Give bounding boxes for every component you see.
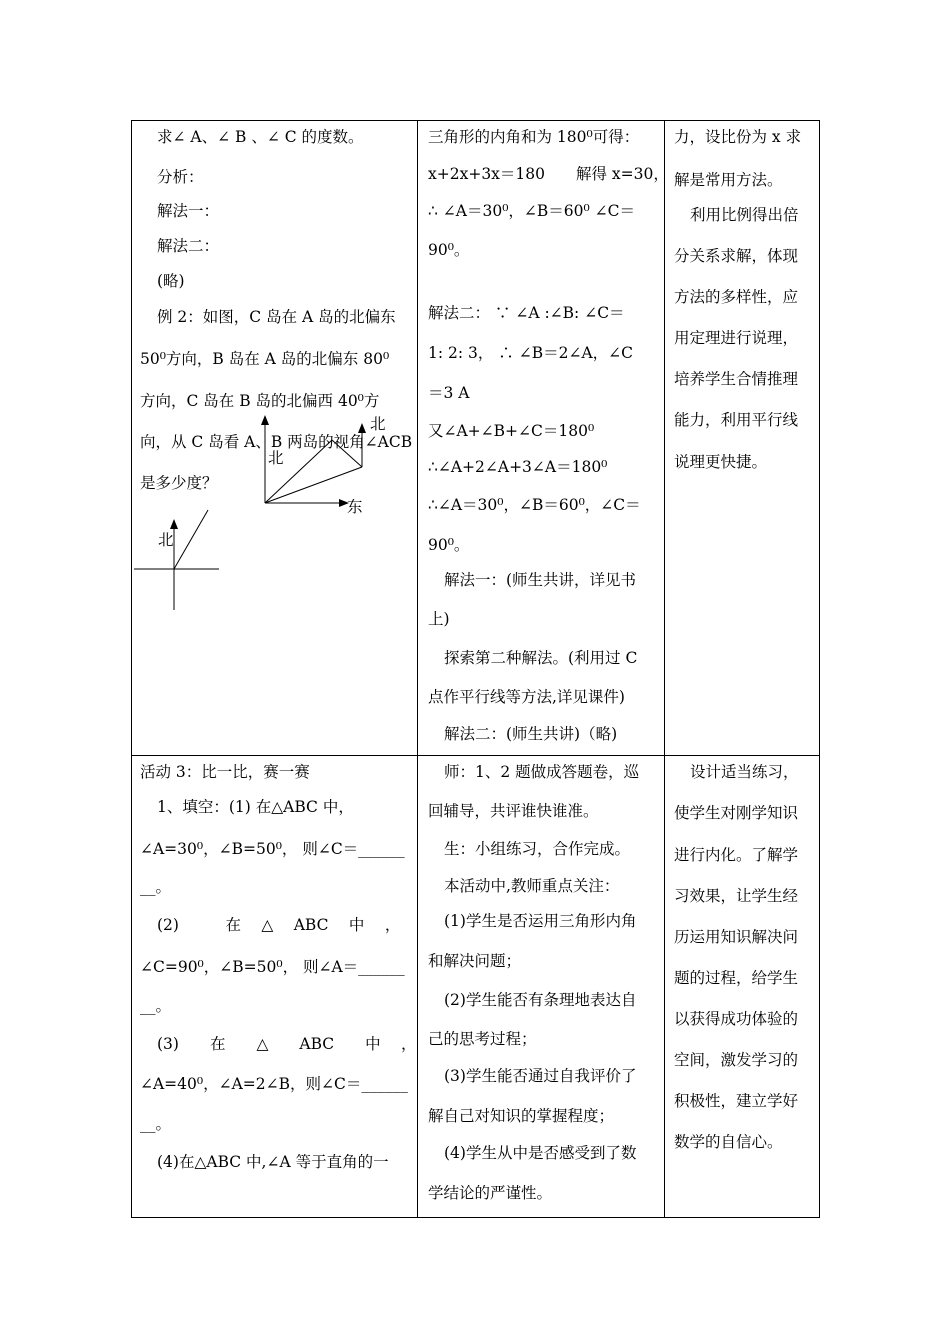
exercise-text: ∠C=90⁰，∠B=50⁰， 则∠A＝______ xyxy=(140,958,405,976)
design-note: 数学的自信心。 xyxy=(674,1133,783,1151)
solution-text: 解法二：(师生共讲)（略) xyxy=(444,725,618,743)
teacher-activity: (4)学生从中是否感受到了数 xyxy=(444,1144,637,1162)
exercise-text: ∠A=40⁰，∠A=2∠B，则∠C＝______ xyxy=(140,1075,408,1093)
teacher-activity: (2)学生能否有条理地表达自 xyxy=(444,991,637,1009)
solution-text: ∴ ∠A＝30⁰，∠B＝60⁰ ∠C＝ xyxy=(428,202,635,220)
design-note: 空间，激发学习的 xyxy=(674,1051,799,1069)
example-2-text: 是多少度？ xyxy=(140,474,218,492)
north-label: 北 xyxy=(370,415,386,433)
solution-text: 90⁰。 xyxy=(428,241,470,259)
analysis-label: 分析： xyxy=(157,168,204,186)
solution-text: 三角形的内角和为 180⁰可得： xyxy=(428,128,640,146)
solution-text: ∴∠A＝30⁰，∠B＝60⁰，∠C＝ xyxy=(428,496,641,514)
solution-text: ＝3 A xyxy=(428,384,470,402)
exercise-text: __。 xyxy=(140,1115,172,1133)
north-arrow-icon xyxy=(170,519,178,529)
design-note: 力，设比份为 x 求 xyxy=(674,128,802,146)
example-2-text: 50⁰方向，B 岛在 A 岛的北偏东 80⁰ xyxy=(140,350,390,368)
exercise-text: __。 xyxy=(140,878,172,896)
example-2-text: 例 2：如图，C 岛在 A 岛的北偏东 xyxy=(157,308,396,326)
design-note: 能力，利用平行线 xyxy=(674,411,799,429)
design-note: 以获得成功体验的 xyxy=(674,1010,799,1028)
design-note: 历运用知识解决问 xyxy=(674,928,799,946)
table-border-top xyxy=(131,120,820,121)
design-note: 说理更快捷。 xyxy=(674,453,768,471)
design-note: 分关系求解，体现 xyxy=(674,247,799,265)
design-note: 进行内化。了解学 xyxy=(674,846,799,864)
column-divider-2 xyxy=(664,120,665,1218)
teacher-activity: 回辅导，共评谁快谁准。 xyxy=(428,802,599,820)
exercise-text: (3) 在 △ ABC 中 ， xyxy=(157,1035,417,1053)
teacher-activity: 生：小组练习，合作完成。 xyxy=(444,840,631,858)
solution-text: 解法二： ∵ ∠A :∠B: ∠C＝ xyxy=(428,304,625,322)
exercise-text: ∠A=30⁰，∠B=50⁰， 则∠C＝______ xyxy=(140,840,405,858)
solution-text: 1: 2: 3， ∴ ∠B＝2∠A，∠C xyxy=(428,344,634,362)
line-c-to-b xyxy=(332,440,362,467)
north-arrow-icon xyxy=(358,423,366,433)
column-divider-1 xyxy=(417,120,418,1218)
teacher-activity: 本活动中,教师重点关注： xyxy=(444,877,620,895)
solution-text: 又∠A+∠B+∠C＝180⁰ xyxy=(428,422,595,440)
design-note: 使学生对刚学知识 xyxy=(674,804,799,822)
design-note: 方法的多样性，应 xyxy=(674,288,799,306)
teacher-activity: 和解决问题； xyxy=(428,952,522,970)
question-text: 求∠ A、∠ B 、∠ C 的度数。 xyxy=(157,128,364,146)
design-note: 利用比例得出倍 xyxy=(690,206,799,224)
north-label: 北 xyxy=(158,531,174,549)
design-note: 积极性，建立学好 xyxy=(674,1092,799,1110)
method-one-label: 解法一： xyxy=(157,202,220,220)
teacher-activity: (3)学生能否通过自我评价了 xyxy=(444,1067,637,1085)
design-note: 解是常用方法。 xyxy=(674,171,783,189)
design-note: 培养学生合情推理 xyxy=(674,370,799,388)
north-label: 北 xyxy=(268,449,284,467)
east-label: 东 xyxy=(347,498,363,516)
bearing-line xyxy=(174,510,208,569)
solution-text: 解法一：(师生共讲，详见书 xyxy=(444,571,637,589)
example-2-text: 方向，C 岛在 B 岛的北偏西 40⁰方 xyxy=(140,392,380,410)
teacher-activity: (1)学生是否运用三角形内角 xyxy=(444,912,637,930)
teacher-activity: 学结论的严谨性。 xyxy=(428,1184,553,1202)
table-border-left xyxy=(131,120,132,1218)
solution-text: x+2x+3x＝180 解得 x=30， xyxy=(428,165,669,183)
exercise-text: 1、填空：(1) 在△ABC 中， xyxy=(157,798,354,816)
solution-text: 上) xyxy=(428,610,450,628)
exercise-text: (4)在△ABC 中,∠A 等于直角的一 xyxy=(157,1153,389,1171)
method-two-label: 解法二： xyxy=(157,237,220,255)
design-note: 用定理进行说理， xyxy=(674,329,799,347)
solution-text: 90⁰。 xyxy=(428,536,470,554)
example-2-text: 向，从 C 岛看 A、B 两岛的视角∠ACB xyxy=(140,433,413,451)
exercise-text: (2) 在 △ ABC 中 ， xyxy=(157,916,401,934)
solution-text: ∴∠A+2∠A+3∠A＝180⁰ xyxy=(428,458,608,476)
solution-text: 探索第二种解法。(利用过 C xyxy=(444,649,638,667)
row-divider xyxy=(131,755,820,756)
omitted-note: (略) xyxy=(157,272,185,290)
solution-text: 点作平行线等方法,详见课件) xyxy=(428,688,625,706)
table-border-right xyxy=(819,120,820,1218)
design-note: 设计适当练习， xyxy=(690,763,799,781)
teacher-activity: 师：1、2 题做成答题卷，巡 xyxy=(444,763,640,781)
design-note: 习效果，让学生经 xyxy=(674,887,799,905)
table-border-bottom xyxy=(131,1217,820,1218)
activity-3-title: 活动 3：比一比，赛一赛 xyxy=(140,763,310,781)
teacher-activity: 己的思考过程； xyxy=(428,1030,537,1048)
north-arrow-icon xyxy=(261,415,269,425)
exercise-text: __。 xyxy=(140,997,172,1015)
teacher-activity: 解自己对知识的掌握程度； xyxy=(428,1107,615,1125)
design-note: 题的过程，给学生 xyxy=(674,969,799,987)
compass-sketch xyxy=(132,505,224,613)
